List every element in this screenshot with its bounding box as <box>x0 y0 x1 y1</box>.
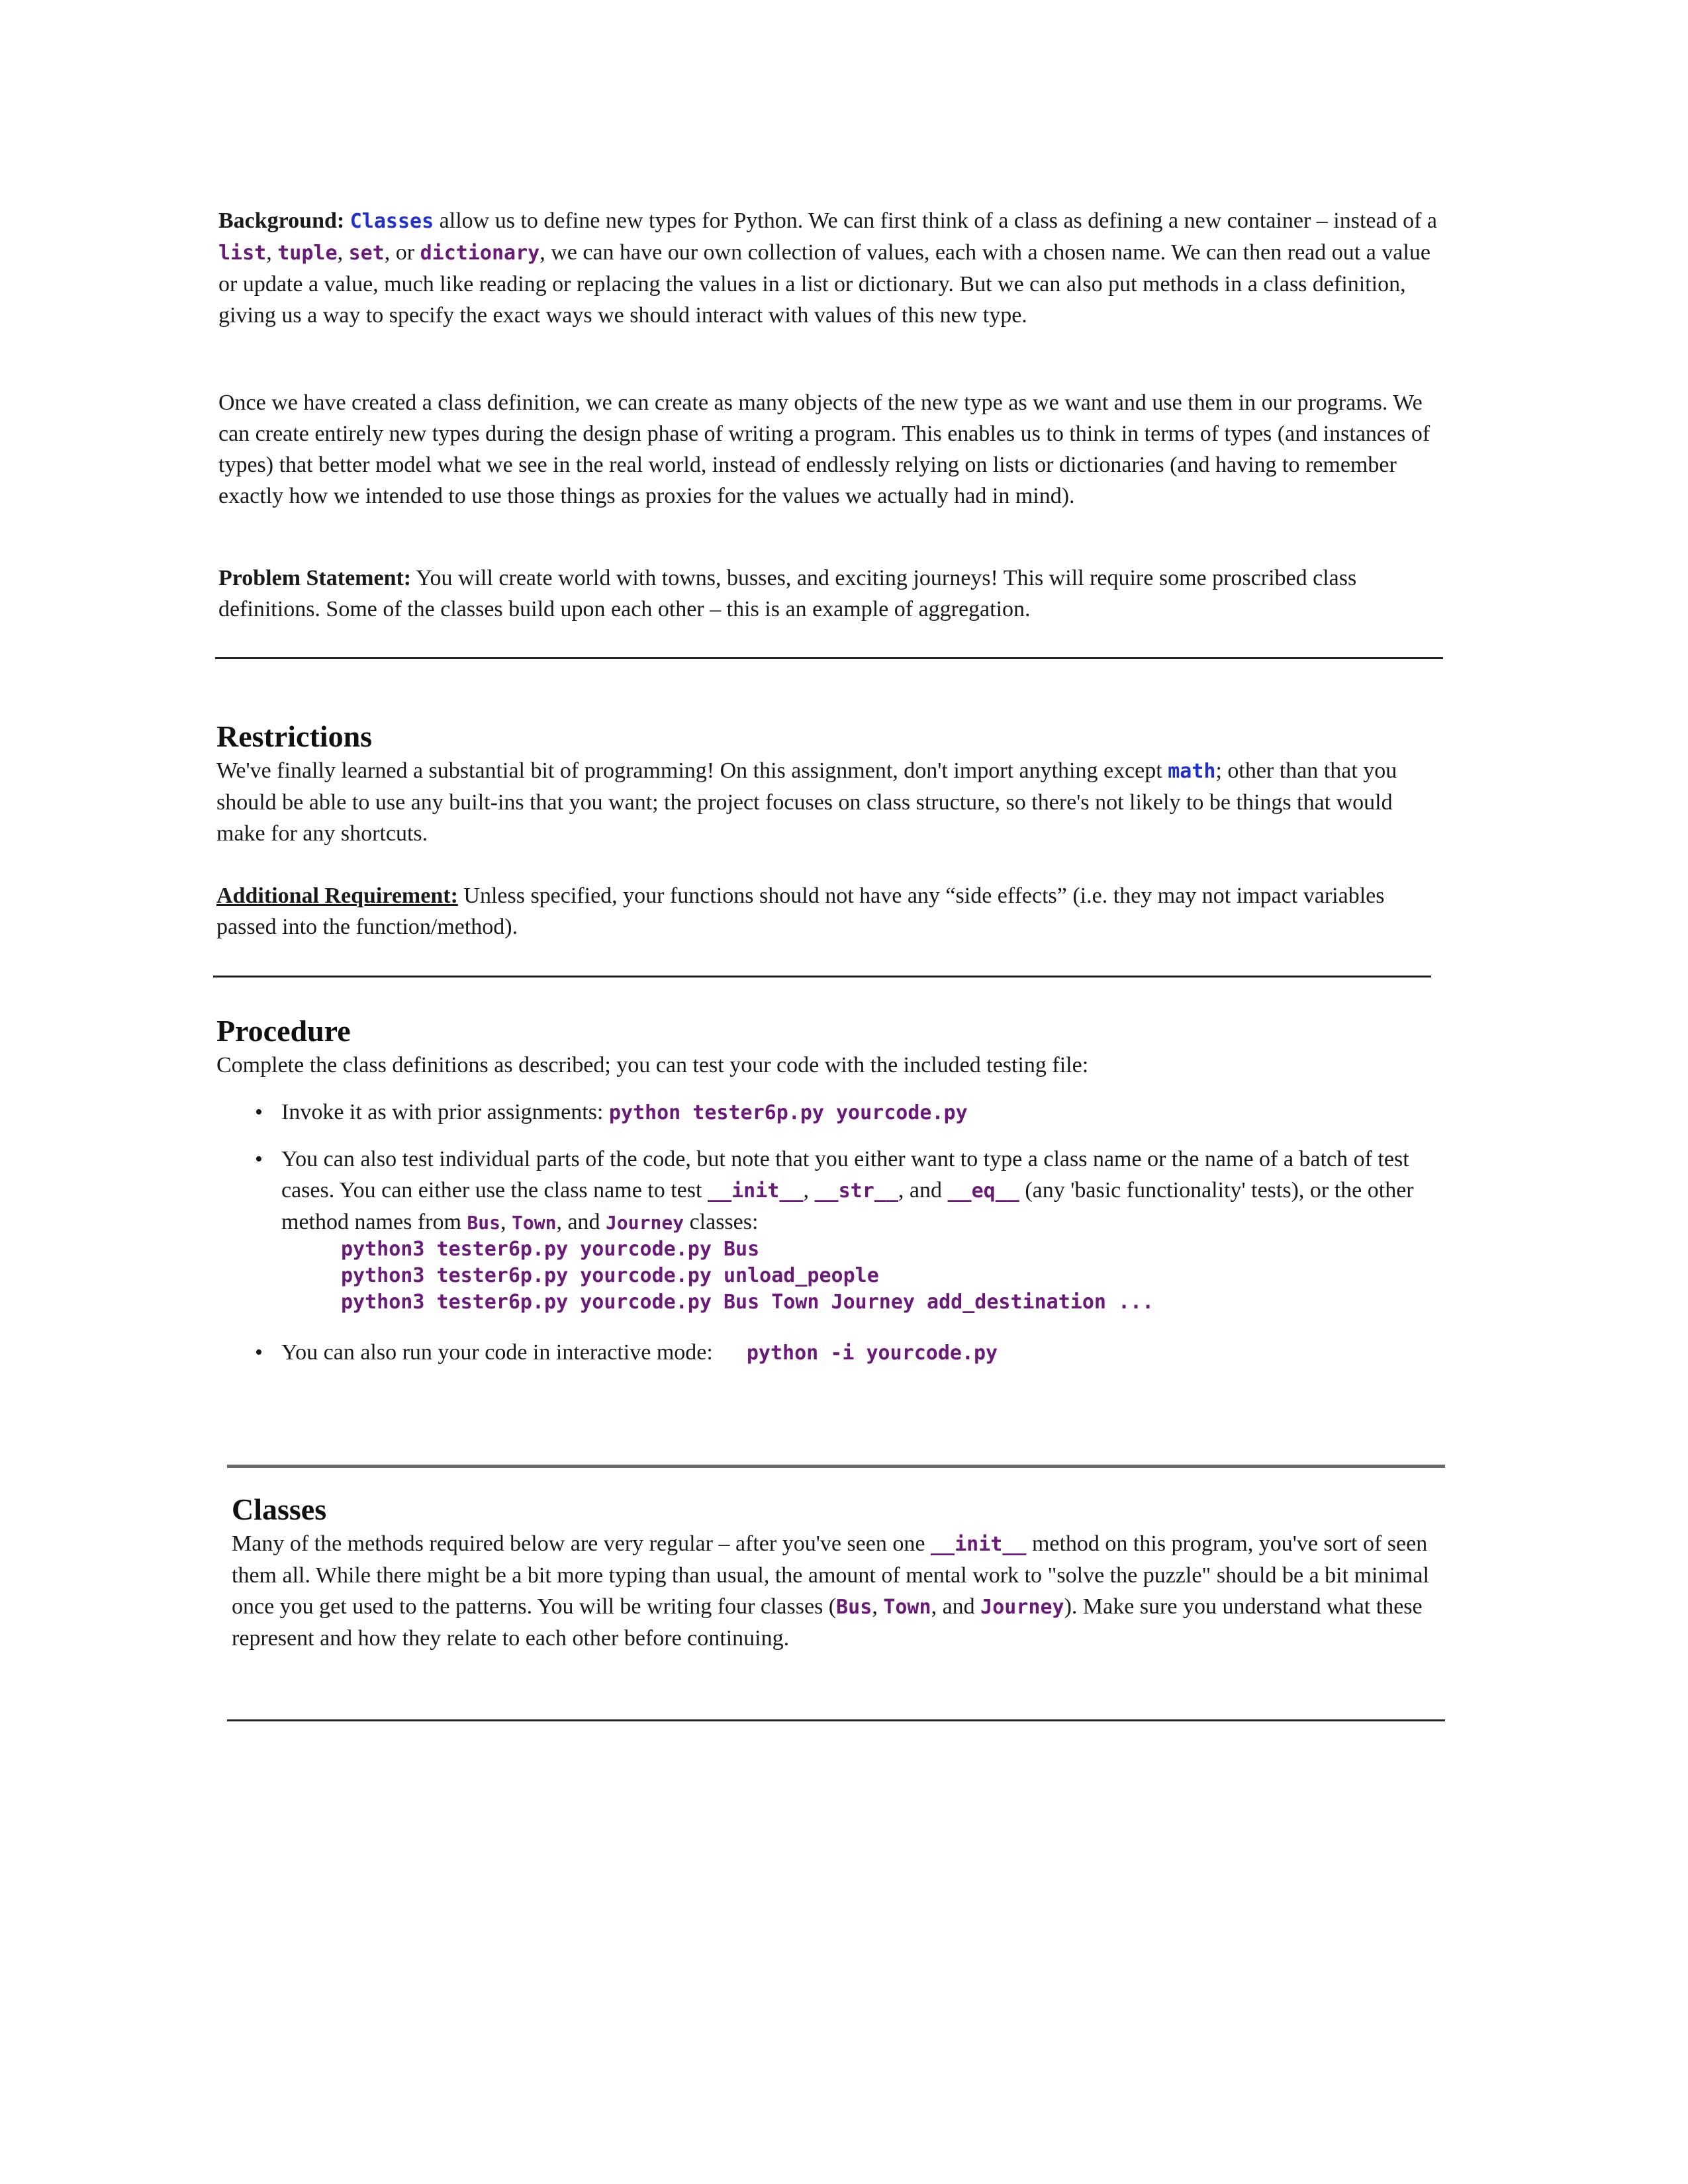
classes-heading: Classes <box>232 1492 327 1526</box>
divider-3 <box>227 1465 1445 1468</box>
tuple-keyword: tuple <box>277 242 338 265</box>
init-method-keyword: __init__ <box>930 1533 1027 1556</box>
eq-keyword: __eq__ <box>947 1179 1019 1203</box>
background-section <box>218 205 1443 331</box>
init-keyword: __init__ <box>707 1179 804 1203</box>
str-keyword: __str__ <box>814 1179 898 1203</box>
paragraph-two: Once we have created a class definition, we can create as many objects of the new type as we want and use them in our programs. We can create entirely new types during the design phase of writing a program. This enables us to think in terms of types (and instances of types) that better model what we see in the real world, instead of endlessly relying on lists or dictionaries (and having to remember exactly how we intended to use those things as proxies for the values we actually had in mind). <box>218 390 1430 508</box>
classes-paragraph: Many of the methods required below are very regular – after you've seen one __init__ method on this program, you've sort of seen them all. While there might be a bit more typing than usual, the amount of mental work to "solve the puzzle" should be a bit minimal once you get used to the patterns. You will be writing four classes (Bus, Town, and Journey). Make sure you understand what these represent and how they relate to each other before continuing. <box>232 1531 1429 1651</box>
divider-1 <box>215 657 1443 659</box>
procedure-bullet-two <box>255 1144 1440 1238</box>
journey-keyword: Journey <box>606 1212 684 1234</box>
procedure-heading: Procedure <box>216 1014 351 1048</box>
math-keyword: math <box>1168 760 1216 783</box>
code-line-1: python3 tester6p.py yourcode.py Bus <box>341 1238 760 1261</box>
dictionary-keyword: dictionary <box>420 242 540 265</box>
problem-statement-label: Problem Statement: <box>218 566 412 590</box>
interactive-command: python -i yourcode.py <box>746 1342 998 1365</box>
town-class-keyword: Town <box>883 1596 931 1619</box>
classes-section <box>232 1491 1450 1654</box>
background-paragraph: Background: Classes allow us to define new types for Python. We can first think of a class as defining a new container – instead of a list, tuple, set, or dictionary, we can have our own collection of values, each with a chosen name. We can then read out a value or update a value, much like reading or replacing the values in a list or dictionary. But we can also put methods in a class definition, giving us a way to specify the exact ways we should interact with values of this new type. <box>218 208 1437 328</box>
bullet-dot: • <box>255 1100 263 1124</box>
bullet-invoke: • Invoke it as with prior assignments: python tester6p.py yourcode.py <box>255 1097 1440 1128</box>
additional-requirement-section <box>216 880 1441 942</box>
classes-keyword: Classes <box>350 210 434 233</box>
invoke-command: python tester6p.py yourcode.py <box>608 1101 968 1124</box>
procedure-intro: Complete the class definitions as described; you can test your code with the included testing file: <box>216 1053 1089 1077</box>
code-line-3: python3 tester6p.py yourcode.py Bus Town Journey add_destination ... <box>341 1291 1154 1314</box>
procedure-bullet-three <box>255 1337 1440 1369</box>
paragraph-two-section <box>218 387 1443 512</box>
bullet-interactive: • You can also run your code in interactive mode: python -i yourcode.py <box>255 1337 1440 1369</box>
divider-2 <box>213 976 1431 978</box>
restrictions-section <box>216 718 1441 849</box>
restrictions-paragraph: We've finally learned a substantial bit of programming! On this assignment, don't import anything except math; other than that you should be able to use any built-ins that you want; the project focuses on class structure, so there's not likely to be things that would make for any shortcuts. <box>216 758 1397 846</box>
bullet-dot: • <box>255 1340 263 1365</box>
set-keyword: set <box>348 242 385 265</box>
procedure-bullets <box>255 1097 1440 1128</box>
bus-keyword: Bus <box>467 1212 501 1234</box>
additional-requirement-paragraph: Additional Requirement: Unless specified, your functions should not have any “side effects” (i.e. they may not impact variables passed into the function/method). <box>216 884 1385 939</box>
divider-4 <box>227 1719 1445 1721</box>
problem-statement-paragraph: Problem Statement: You will create world with towns, busses, and exciting journeys! This will require some proscribed class definitions. Some of the classes build upon each other – this is an example of aggregation. <box>218 566 1357 621</box>
background-label: Background: <box>218 208 345 233</box>
bus-class-keyword: Bus <box>836 1596 872 1619</box>
town-keyword: Town <box>512 1212 557 1234</box>
list-keyword: list <box>218 242 267 265</box>
restrictions-heading: Restrictions <box>216 719 373 753</box>
code-line-2: python3 tester6p.py yourcode.py unload_people <box>341 1264 879 1287</box>
bullet-test-parts: • You can also test individual parts of the code, but note that you either want to type a class name or the name of a batch of test cases. You can either use the class name to test __init__, __str__, and __eq__ (any 'basic functionality' tests), or the other method names from Bus, Town, and Journey classes: <box>255 1144 1440 1238</box>
journey-class-keyword: Journey <box>980 1596 1064 1619</box>
test-command-block <box>341 1236 1400 1316</box>
procedure-section <box>216 1013 1441 1081</box>
additional-requirement-label: Additional Requirement: <box>216 884 458 908</box>
problem-statement-section <box>218 563 1443 625</box>
bullet-dot: • <box>255 1147 263 1171</box>
